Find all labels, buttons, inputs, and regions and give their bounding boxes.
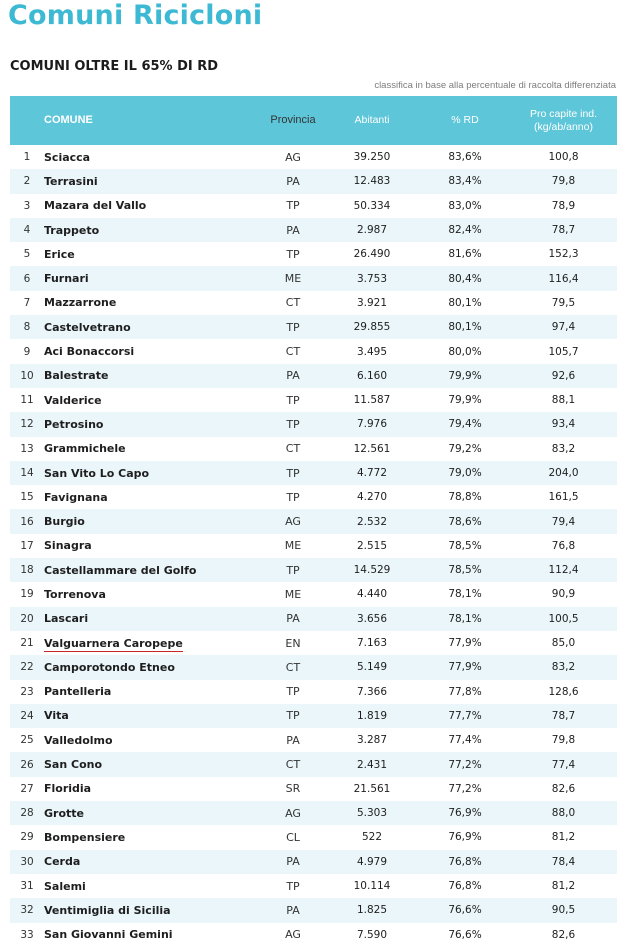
rank-cell: 20 xyxy=(20,612,34,625)
table-row xyxy=(10,655,617,679)
provincia-cell: PA xyxy=(286,903,300,917)
comune-cell: Bompensiere xyxy=(44,830,126,844)
procapite-cell: 85,0 xyxy=(551,637,576,650)
provincia-cell: AG xyxy=(285,515,301,529)
rd-cell: 80,0% xyxy=(448,345,482,358)
rank-cell: 31 xyxy=(20,880,34,893)
rank-cell: 2 xyxy=(23,175,31,188)
provincia-cell: CT xyxy=(285,660,301,674)
rd-cell: 77,9% xyxy=(448,637,482,650)
comune-cell: Sinagra xyxy=(44,539,92,553)
comune-cell: Valderice xyxy=(44,393,102,407)
table-row xyxy=(10,437,617,461)
provincia-cell: CT xyxy=(285,442,301,456)
abitanti-cell: 2.532 xyxy=(356,515,388,528)
procapite-cell: 78,7 xyxy=(551,709,576,722)
rank-cell: 21 xyxy=(20,637,34,650)
provincia-cell: TP xyxy=(286,490,300,504)
provincia-cell: TP xyxy=(286,563,300,577)
comune-cell: Aci Bonaccorsi xyxy=(44,345,135,359)
header-procapite xyxy=(510,108,617,134)
table-body xyxy=(10,145,617,947)
provincia-cell: PA xyxy=(286,223,300,237)
procapite-cell: 83,2 xyxy=(551,442,576,455)
provincia-cell: CT xyxy=(285,296,301,310)
abitanti-cell: 39.250 xyxy=(353,151,391,164)
comune-cell: San Vito Lo Capo xyxy=(44,466,150,480)
abitanti-cell: 3.921 xyxy=(356,296,388,309)
provincia-cell: PA xyxy=(286,855,300,869)
provincia-cell: SR xyxy=(285,782,301,796)
comune-cell: Castelvetrano xyxy=(44,320,131,334)
procapite-cell: 116,4 xyxy=(548,272,579,285)
abitanti-cell: 5.303 xyxy=(356,807,388,820)
table-row xyxy=(10,825,617,849)
procapite-cell: 100,5 xyxy=(548,612,579,625)
rank-cell: 24 xyxy=(20,709,34,722)
rank-cell: 12 xyxy=(20,418,34,431)
header-abitanti: Abitanti xyxy=(354,114,390,126)
table-row xyxy=(10,169,617,193)
rd-cell: 77,4% xyxy=(448,734,482,747)
abitanti-cell: 2.987 xyxy=(356,224,388,237)
rd-cell: 76,6% xyxy=(448,928,482,941)
rd-cell: 76,8% xyxy=(448,855,482,868)
header-rd: % RD xyxy=(451,114,479,126)
procapite-cell: 152,3 xyxy=(548,248,579,261)
table-row xyxy=(10,607,617,631)
abitanti-cell: 6.160 xyxy=(356,369,388,382)
abitanti-cell: 4.270 xyxy=(356,491,388,504)
rank-cell: 3 xyxy=(23,199,31,212)
table-row xyxy=(10,461,617,485)
rd-cell: 78,1% xyxy=(448,612,482,625)
rank-cell: 5 xyxy=(23,248,31,261)
rd-cell: 78,6% xyxy=(448,515,482,528)
rank-cell: 1 xyxy=(23,151,31,164)
rank-cell: 8 xyxy=(23,321,31,334)
procapite-cell: 79,8 xyxy=(551,734,576,747)
abitanti-cell: 21.561 xyxy=(353,782,391,795)
provincia-cell: AG xyxy=(285,150,301,164)
rd-cell: 77,7% xyxy=(448,709,482,722)
abitanti-cell: 4.772 xyxy=(356,467,388,479)
provincia-cell: TP xyxy=(286,685,300,699)
rd-cell: 78,8% xyxy=(448,491,482,504)
table-row xyxy=(10,850,617,874)
procapite-cell: 92,6 xyxy=(551,369,576,382)
comune-cell: Erice xyxy=(44,247,75,261)
rank-cell: 28 xyxy=(20,807,34,820)
abitanti-cell: 7.366 xyxy=(356,685,388,698)
table-subtitle: COMUNI OLTRE IL 65% DI RD xyxy=(10,59,219,74)
comune-cell: Grammichele xyxy=(44,442,126,456)
abitanti-cell: 12.483 xyxy=(353,175,391,188)
table-row xyxy=(10,777,617,801)
procapite-cell: 81,2 xyxy=(551,831,576,844)
table-header xyxy=(10,96,617,145)
rank-cell: 27 xyxy=(20,782,34,795)
table-row xyxy=(10,801,617,825)
abitanti-cell: 2.431 xyxy=(356,758,388,771)
comune-cell: Pantelleria xyxy=(44,685,112,699)
procapite-cell: 79,5 xyxy=(551,296,576,309)
procapite-cell: 82,6 xyxy=(551,782,576,795)
procapite-cell: 204,0 xyxy=(548,467,579,479)
rd-cell: 77,8% xyxy=(448,685,482,698)
rd-cell: 78,5% xyxy=(448,564,482,577)
abitanti-cell: 3.495 xyxy=(356,345,388,358)
table-row xyxy=(10,339,617,363)
rd-cell: 77,2% xyxy=(448,758,482,771)
rd-cell: 76,9% xyxy=(448,831,482,844)
rd-cell: 80,1% xyxy=(448,321,482,334)
abitanti-cell: 4.440 xyxy=(356,588,388,601)
abitanti-cell: 14.529 xyxy=(353,564,391,577)
provincia-cell: TP xyxy=(286,879,300,893)
rd-cell: 79,9% xyxy=(448,369,482,382)
provincia-cell: AG xyxy=(285,806,301,820)
abitanti-cell: 7.590 xyxy=(356,928,388,941)
rank-cell: 19 xyxy=(20,588,34,601)
comune-cell: Floridia xyxy=(44,782,92,796)
abitanti-cell: 12.561 xyxy=(353,442,391,455)
table-row xyxy=(10,266,617,290)
abitanti-cell: 3.287 xyxy=(356,734,388,747)
provincia-cell: AG xyxy=(285,928,301,942)
abitanti-cell: 50.334 xyxy=(353,199,391,212)
procapite-cell: 112,4 xyxy=(548,564,579,577)
rd-cell: 78,5% xyxy=(448,539,482,552)
procapite-cell: 78,9 xyxy=(551,199,576,212)
table-row xyxy=(10,728,617,752)
comune-cell: Castellammare del Golfo xyxy=(44,563,197,577)
table-row xyxy=(10,364,617,388)
procapite-cell: 76,8 xyxy=(551,539,576,552)
procapite-cell: 83,2 xyxy=(551,661,576,674)
header-procapite-line1: Pro capite ind. xyxy=(529,107,598,120)
comune-cell: Grotte xyxy=(44,806,84,820)
rd-cell: 83,0% xyxy=(448,199,482,212)
comune-cell: Torrenova xyxy=(44,587,106,601)
provincia-cell: ME xyxy=(284,539,302,553)
rd-cell: 76,8% xyxy=(448,880,482,893)
comune-cell: Burgio xyxy=(44,515,85,529)
table-row xyxy=(10,680,617,704)
header-comune: COMUNE xyxy=(44,114,93,126)
procapite-cell: 97,4 xyxy=(551,321,576,334)
rd-cell: 79,9% xyxy=(448,394,482,407)
rank-cell: 11 xyxy=(20,394,34,407)
provincia-cell: EN xyxy=(285,636,301,650)
table-row xyxy=(10,315,617,339)
abitanti-cell: 3.656 xyxy=(356,612,388,625)
rd-cell: 82,4% xyxy=(448,224,482,237)
comune-cell: Lascari xyxy=(44,612,89,626)
rank-cell: 26 xyxy=(20,758,34,771)
procapite-cell: 78,7 xyxy=(551,224,576,237)
page-title: Comuni Ricicloni xyxy=(8,0,263,31)
procapite-cell: 105,7 xyxy=(548,345,579,358)
comune-cell: Trappeto xyxy=(44,223,100,237)
comune-cell: San Cono xyxy=(44,758,103,772)
ranking-table xyxy=(10,96,617,947)
comune-cell: Terrasini xyxy=(44,174,98,188)
comune-cell: Camporotondo Etneo xyxy=(44,660,175,674)
procapite-cell: 128,6 xyxy=(548,685,579,698)
abitanti-cell: 1.819 xyxy=(356,709,388,722)
provincia-cell: ME xyxy=(284,587,302,601)
provincia-cell: CT xyxy=(285,345,301,359)
abitanti-cell: 29.855 xyxy=(353,321,391,334)
procapite-cell: 90,5 xyxy=(551,904,576,917)
rd-cell: 76,9% xyxy=(448,807,482,820)
rd-cell: 78,1% xyxy=(448,588,482,601)
procapite-cell: 77,4 xyxy=(551,758,576,771)
table-row xyxy=(10,874,617,898)
abitanti-cell: 522 xyxy=(361,831,383,844)
table-row xyxy=(10,194,617,218)
procapite-cell: 100,8 xyxy=(548,151,579,164)
header-provincia: Provincia xyxy=(270,114,316,126)
provincia-cell: TP xyxy=(286,393,300,407)
rank-cell: 22 xyxy=(20,661,34,674)
rd-cell: 79,4% xyxy=(448,418,482,431)
provincia-cell: PA xyxy=(286,369,300,383)
provincia-cell: ME xyxy=(284,272,302,286)
rd-cell: 77,2% xyxy=(448,782,482,795)
rank-cell: 25 xyxy=(20,734,34,747)
table-row xyxy=(10,291,617,315)
procapite-cell: 88,0 xyxy=(551,807,576,820)
comune-cell: Cerda xyxy=(44,855,81,869)
abitanti-cell: 7.163 xyxy=(356,637,388,650)
rank-cell: 18 xyxy=(20,564,34,577)
comune-cell: Balestrate xyxy=(44,369,109,383)
rank-cell: 13 xyxy=(20,442,34,455)
table-row xyxy=(10,242,617,266)
provincia-cell: CT xyxy=(285,758,301,772)
table-row xyxy=(10,582,617,606)
procapite-cell: 88,1 xyxy=(551,394,576,407)
procapite-cell: 161,5 xyxy=(548,491,579,504)
abitanti-cell: 26.490 xyxy=(353,248,391,261)
provincia-cell: TP xyxy=(286,320,300,334)
rank-cell: 23 xyxy=(20,685,34,698)
comune-cell: Favignana xyxy=(44,490,108,504)
abitanti-cell: 3.753 xyxy=(356,272,388,285)
rank-cell: 6 xyxy=(23,272,31,285)
procapite-cell: 79,4 xyxy=(551,515,576,528)
comune-cell: Sciacca xyxy=(44,150,91,164)
procapite-cell: 90,9 xyxy=(551,588,576,601)
rank-cell: 17 xyxy=(20,539,34,552)
comune-cell xyxy=(44,637,262,650)
rank-cell: 30 xyxy=(20,855,34,868)
rd-cell: 81,6% xyxy=(448,248,482,261)
provincia-cell: PA xyxy=(286,733,300,747)
rd-cell: 83,6% xyxy=(448,151,482,164)
abitanti-cell: 4.979 xyxy=(356,855,388,868)
rd-cell: 83,4% xyxy=(448,175,482,188)
rank-cell: 10 xyxy=(20,369,34,382)
comune-cell: Vita xyxy=(44,709,69,723)
comune-cell: Valledolmo xyxy=(44,733,113,747)
comune-cell: Ventimiglia di Sicilia xyxy=(44,903,171,917)
procapite-cell: 81,2 xyxy=(551,880,576,893)
table-row xyxy=(10,485,617,509)
rank-cell: 9 xyxy=(23,345,31,358)
abitanti-cell: 1.825 xyxy=(356,904,388,917)
rd-cell: 76,6% xyxy=(448,904,482,917)
table-row xyxy=(10,412,617,436)
procapite-cell: 93,4 xyxy=(551,418,576,431)
abitanti-cell: 11.587 xyxy=(353,394,391,407)
rd-cell: 79,2% xyxy=(448,442,482,455)
table-row xyxy=(10,145,617,169)
provincia-cell: TP xyxy=(286,417,300,431)
abitanti-cell: 7.976 xyxy=(356,418,388,431)
rank-cell: 32 xyxy=(20,904,34,917)
comune-cell: San Giovanni Gemini xyxy=(44,928,173,942)
comune-cell: Mazara del Vallo xyxy=(44,199,147,213)
procapite-cell: 79,8 xyxy=(551,175,576,188)
rank-cell: 4 xyxy=(23,224,31,237)
table-row xyxy=(10,218,617,242)
table-row xyxy=(10,388,617,412)
procapite-cell: 82,6 xyxy=(551,928,576,941)
comune-cell: Furnari xyxy=(44,272,89,286)
rank-cell: 14 xyxy=(20,467,34,479)
rank-cell: 29 xyxy=(20,831,34,844)
abitanti-cell: 10.114 xyxy=(353,880,391,893)
table-row xyxy=(10,534,617,558)
provincia-cell: PA xyxy=(286,174,300,188)
table-row xyxy=(10,923,617,947)
table-row xyxy=(10,631,617,655)
rank-cell: 15 xyxy=(20,491,34,504)
abitanti-cell: 2.515 xyxy=(356,539,388,552)
rank-cell: 33 xyxy=(20,928,34,941)
provincia-cell: TP xyxy=(286,199,300,213)
comune-cell: Salemi xyxy=(44,879,86,893)
comune-cell: Mazzarrone xyxy=(44,296,117,310)
provincia-cell: TP xyxy=(286,709,300,723)
provincia-cell: PA xyxy=(286,612,300,626)
provincia-cell: TP xyxy=(286,247,300,261)
rd-cell: 80,4% xyxy=(448,272,482,285)
table-row xyxy=(10,898,617,922)
table-row xyxy=(10,509,617,533)
provincia-cell: TP xyxy=(286,466,300,480)
table-row xyxy=(10,752,617,776)
header-procapite-line2: (kg/ab/anno) xyxy=(534,120,593,133)
rank-cell: 7 xyxy=(23,296,31,309)
comune-cell: Petrosino xyxy=(44,417,104,431)
rd-cell: 79,0% xyxy=(448,467,482,479)
table-row xyxy=(10,558,617,582)
table-row xyxy=(10,704,617,728)
underlined-comune-name: Valguarnera Caropepe xyxy=(44,636,183,650)
rd-cell: 77,9% xyxy=(448,661,482,674)
ranking-note: classifica in base alla percentuale di raccolta differenziata xyxy=(374,80,616,91)
rank-cell: 16 xyxy=(20,515,34,528)
abitanti-cell: 5.149 xyxy=(356,661,388,674)
provincia-cell: CL xyxy=(286,830,300,844)
procapite-cell: 78,4 xyxy=(551,855,576,868)
rd-cell: 80,1% xyxy=(448,296,482,309)
